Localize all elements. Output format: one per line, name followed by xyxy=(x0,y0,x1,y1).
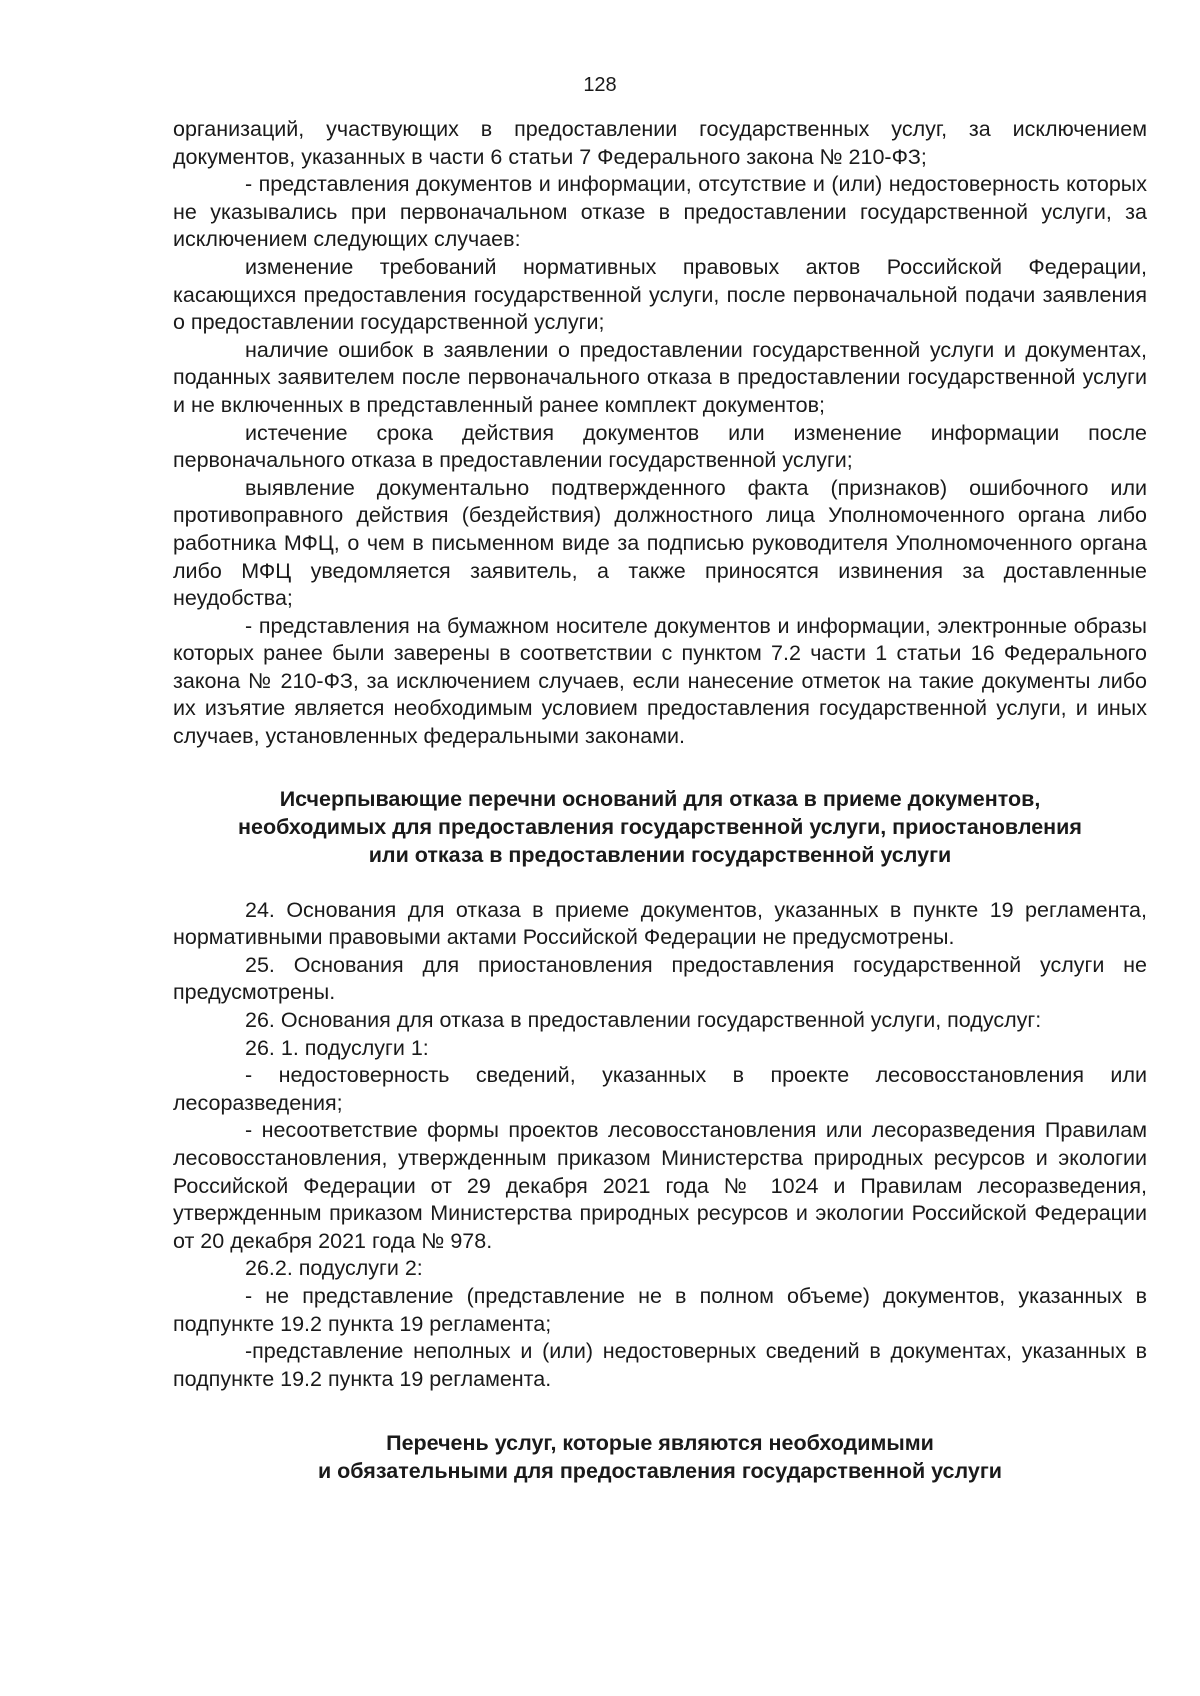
paragraph-case-requirements-change: изменение требований нормативных правовых актов Российской Федерации, касающихся предоставления государственной услуги, после первоначальной подачи заявления о предоставлении государственной услуги; xyxy=(173,254,1147,335)
section-heading-required-services-line-2: и обязательными для предоставления государственной услуги xyxy=(317,1459,1003,1484)
paragraph-24: 24. Основания для отказа в приеме документов, указанных в пункте 19 регламента, нормативными правовыми актами Российской Федерации не предусмотрены. xyxy=(173,897,1147,950)
page-content xyxy=(173,116,1147,1485)
section-heading-required-services-line-1: Перечень услуг, которые являются необходимыми xyxy=(386,1431,934,1456)
paragraph-case-errors: наличие ошибок в заявлении о предоставлении государственной услуги и документах, поданных заявителем после первоначального отказа в предоставлении государственной услуги и не включенных в представленный ранее комплект документов; xyxy=(173,337,1147,417)
paragraph-25: 25. Основания для приостановления предоставления государственной услуги не предусмотрены. xyxy=(173,952,1147,1005)
page-number: 128 xyxy=(583,74,617,96)
paragraph-case-expiry: истечение срока действия документов или изменение информации после первоначального отказа в предоставлении государственной услуги; xyxy=(173,420,1147,473)
paragraph-26-2-item-1: - не представление (представление не в полном объеме) документов, указанных в подпункте 19.2 пункта 19 регламента; xyxy=(173,1283,1147,1336)
paragraph-26-1-item-1: - недостоверность сведений, указанных в проекте лесовосстановления или лесоразведения; xyxy=(173,1063,1147,1115)
paragraph-26-2-item-2: -представление неполных и (или) недостоверных сведений в документах, указанных в подпункте 19.2 пункта 19 регламента. xyxy=(173,1339,1147,1391)
section-heading-refusal-grounds-line-2: необходимых для предоставления государственной услуги, приостановления xyxy=(238,814,1082,839)
paragraph-case-misconduct: выявление документально подтвержденного факта (признаков) ошибочного или противоправного действия (бездействия) должностного лица Уполномоченного органа либо работника МФЦ, о чем в письменном виде за подписью руководителя Уполномоченного органа либо МФЦ уведомляется заявитель, а также приносятся извинения за доставленные неудобства; xyxy=(173,475,1147,611)
paragraph-26-1-item-2: - несоответствие формы проектов лесовосстановления или лесоразведения Правилам лесовосстановления, утвержденным приказом Министерства природных ресурсов и экологии Российской Федерации от 29 декабря 2021 года № 1024 и Правилам лесоразведения, утвержденным приказом Министерства природных ресурсов и экологии Российской Федерации от 20 декабря 2021 года № 978. xyxy=(173,1118,1147,1253)
paragraph-continuation: организаций, участвующих в предоставлении государственных услуг, за исключением документов, указанных в части 6 статьи 7 Федерального закона № 210-ФЗ; xyxy=(173,117,1147,169)
paragraph-26-2: 26.2. подуслуги 2: xyxy=(245,1256,423,1281)
paragraph-item-representation: - представления документов и информации, отсутствие и (или) недостоверность которых не указывались при первоначальном отказе в предоставлении государственной услуги, за исключением следующих случаев: xyxy=(173,172,1147,252)
paragraph-26: 26. Основания для отказа в предоставлении государственной услуги, подуслуг: xyxy=(245,1008,1042,1033)
section-heading-refusal-grounds-line-1: Исчерпывающие перечни оснований для отказа в приеме документов, xyxy=(279,786,1041,811)
paragraph-26-1: 26. 1. подуслуги 1: xyxy=(245,1035,429,1060)
paragraph-item-paper-documents: - представления на бумажном носителе документов и информации, электронные образы которых ранее были заверены в соответствии с пунктом 7.2 части 1 статьи 16 Федерального закона № 210-ФЗ, за исключением случаев, если нанесение отметок на такие документы либо их изъятие является необходимым условием предоставления государственной услуги, и иных случаев, установленных федеральными законами. xyxy=(173,613,1147,749)
section-heading-refusal-grounds-line-3: или отказа в предоставлении государственной услуги xyxy=(368,842,952,867)
